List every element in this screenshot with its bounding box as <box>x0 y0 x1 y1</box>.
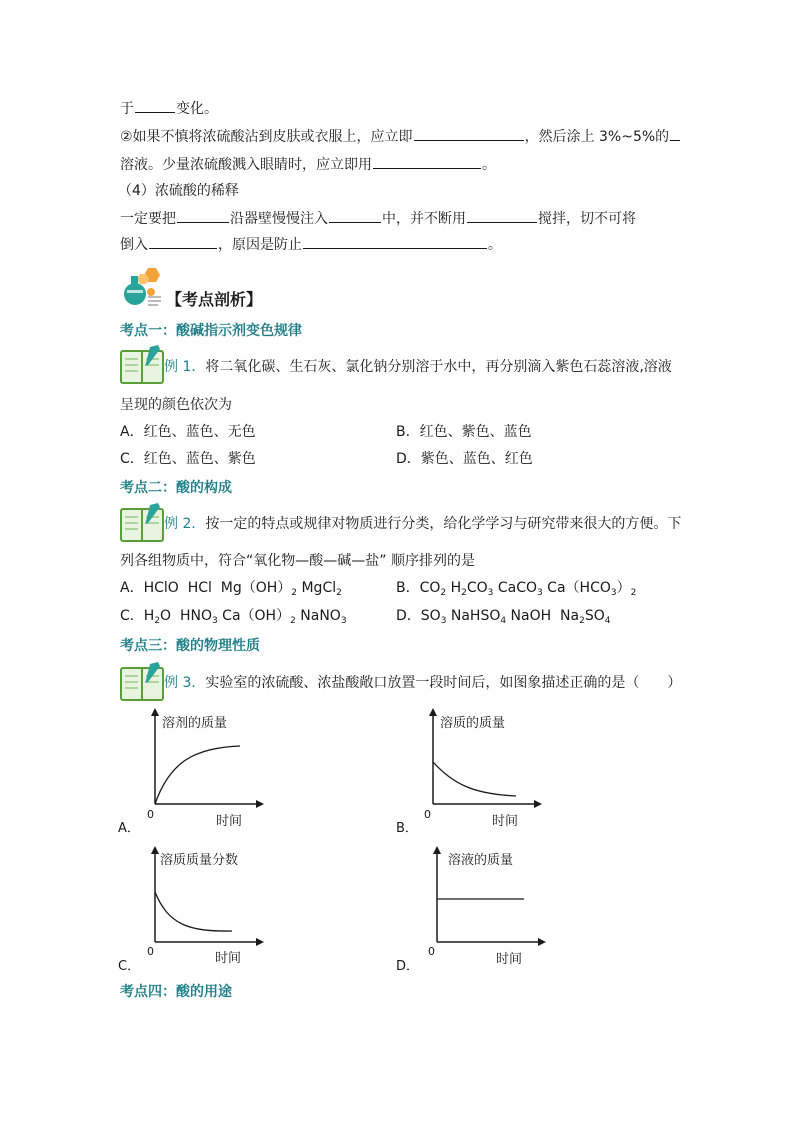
intro-text: 中，并不断用 <box>382 211 466 227</box>
topic-4-heading: 考点四：酸的用途 <box>120 984 232 1000</box>
stem-text: 按一定的特点或规律对物质进行分类，给化学学习与研究带来很大的方便。下 <box>205 516 682 532</box>
x-axis-label: 时间 <box>215 951 242 966</box>
intro-text: 于 <box>120 101 134 117</box>
y-axis-label: 溶剂的质量 <box>162 716 228 731</box>
intro-line-4: （4）浓硫酸的稀释 <box>118 183 239 199</box>
intro-line-1 <box>120 97 218 119</box>
book-pencil-icon <box>120 345 164 385</box>
example-label: 例 2． <box>164 516 206 532</box>
option-d[interactable]: D．$SO_3$ NaHSO$_4$ NaOH $Na_2SO_4$ <box>396 608 611 626</box>
example-2-stem <box>164 514 681 534</box>
intro-text: 沿器壁慢慢注入 <box>230 211 328 227</box>
option-d[interactable]: D．紫色、蓝色、红色 <box>396 451 533 467</box>
topic-1-heading: 考点一：酸碱指示剂变色规律 <box>120 323 302 339</box>
option-d[interactable]: D． <box>396 959 420 974</box>
intro-text: 。 <box>488 237 502 253</box>
y-axis-label: 溶液的质量 <box>448 853 514 868</box>
intro-text: 一定要把 <box>120 211 176 227</box>
answer-blank[interactable] <box>670 125 680 141</box>
option-c[interactable]: C．红色、蓝色、紫色 <box>120 451 256 467</box>
option-a[interactable]: A． <box>118 821 140 836</box>
stem-text: 实验室的浓硫酸、浓盐酸敞口放置一段时间后，如图象描述正确的是（ ） <box>205 675 682 691</box>
answer-blank[interactable] <box>467 207 537 223</box>
y-axis-label: 溶质质量分数 <box>160 853 239 868</box>
origin-label: 0 <box>147 808 154 821</box>
answer-blank[interactable] <box>373 153 481 169</box>
example-3-stem <box>164 673 681 693</box>
option-b[interactable]: B．$CO_2$ $H_2CO_3$ CaCO$_3$ $Ca(HCO_3)_2$ <box>396 580 637 598</box>
answer-blank[interactable] <box>414 125 524 141</box>
origin-label: 0 <box>147 945 154 958</box>
option-b[interactable]: B． <box>396 821 418 836</box>
example-1-stem-cont: 呈现的颜色依次为 <box>120 397 232 413</box>
x-axis-label: 时间 <box>492 814 519 829</box>
option-c[interactable]: C．$H_2O$ $HNO_3$ $Ca(OH)_2$ NaNO$_3$ <box>120 608 347 626</box>
flask-icon <box>122 266 164 308</box>
section-title: 【考点剖析】 <box>166 290 263 309</box>
book-pencil-icon <box>120 503 164 543</box>
option-b[interactable]: B．红色、紫色、蓝色 <box>396 424 532 440</box>
intro-line-2 <box>120 125 681 147</box>
topic-3-heading: 考点三：酸的物理性质 <box>120 638 260 654</box>
option-a[interactable]: A．HClO HCl $Mg(OH)_2$ MgCl$_2$ <box>120 580 342 598</box>
origin-label: 0 <box>424 808 431 821</box>
option-a[interactable]: A．红色、蓝色、无色 <box>120 424 256 440</box>
intro-text: 溶液。少量浓硫酸溅入眼睛时，应立即用 <box>120 157 372 173</box>
origin-label: 0 <box>428 945 435 958</box>
answer-blank[interactable] <box>135 97 175 113</box>
intro-text: 倒入 <box>120 237 148 253</box>
intro-line-5 <box>120 207 636 229</box>
x-axis-label: 时间 <box>496 952 523 967</box>
intro-text: 搅拌，切不可将 <box>538 211 636 227</box>
stem-text: 将二氧化碳、生石灰、氯化钠分别溶于水中，再分别滴入紫色石蕊溶液,溶液 <box>205 359 672 375</box>
intro-text: ，然后涂上 3%~5%的 <box>524 129 670 145</box>
answer-blank[interactable] <box>149 233 217 249</box>
option-c[interactable]: C． <box>118 959 141 974</box>
example-1-stem <box>164 357 672 377</box>
intro-line-6 <box>120 233 502 255</box>
example-label: 例 1． <box>164 359 206 375</box>
topic-2-heading: 考点二：酸的构成 <box>120 480 232 496</box>
book-pencil-icon <box>120 662 164 702</box>
intro-text: ，原因是防止 <box>218 237 302 253</box>
example-label: 例 3． <box>164 675 206 691</box>
x-axis-label: 时间 <box>216 814 243 829</box>
y-axis-label: 溶质的质量 <box>440 716 506 731</box>
example-2-stem-cont: 列各组物质中，符合“氧化物—酸—碱—盐” 顺序排列的是 <box>120 553 475 569</box>
intro-text: 变化。 <box>176 101 218 117</box>
answer-blank[interactable] <box>329 207 381 223</box>
intro-text: 。 <box>482 157 496 173</box>
answer-blank[interactable] <box>177 207 229 223</box>
intro-text: ②如果不慎将浓硫酸沾到皮肤或衣服上，应立即 <box>120 129 413 145</box>
intro-line-3 <box>120 153 496 175</box>
answer-blank[interactable] <box>303 233 487 249</box>
